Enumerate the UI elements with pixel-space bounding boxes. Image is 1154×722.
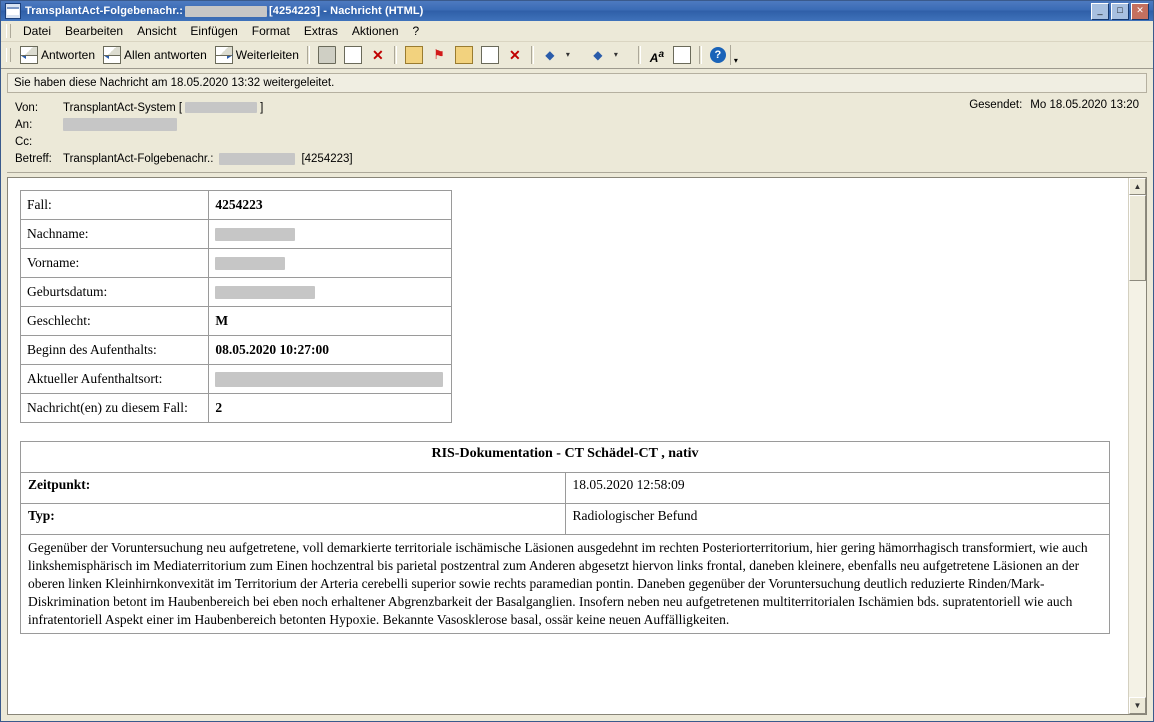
case-row-label-nachname: Nachname: (21, 220, 209, 249)
gesendet-label: Gesendet: (969, 99, 1023, 111)
reply-label: Antworten (41, 48, 96, 62)
case-row-label-geburtsdatum: Geburtsdatum: (21, 278, 209, 307)
betreff-label: Betreff: (15, 152, 52, 165)
case-row-label-beginn: Beginn des Aufenthalts: (21, 336, 209, 365)
ris-value-typ: Radiologischer Befund (565, 504, 1110, 535)
header-row-cc (15, 133, 1145, 150)
chevron-down-icon: ▾ (565, 50, 570, 59)
an-label: An: (15, 118, 33, 131)
copy-icon (344, 46, 362, 64)
toolbar-separator-5 (699, 46, 702, 64)
toolbar-grip-handle[interactable] (6, 48, 11, 62)
window-buttons (1091, 3, 1149, 20)
copy-button[interactable] (340, 44, 366, 66)
case-row-label-nachrichten: Nachricht(en) zu diesem Fall: (21, 394, 209, 423)
redacted-subject-part (219, 153, 295, 165)
table-row (21, 191, 452, 220)
betreff-text: TransplantAct-Folgebenachr.: (63, 152, 214, 165)
reply-icon (20, 46, 38, 64)
case-row-value-nachname (209, 220, 452, 249)
flag-icon: ⚑ (433, 47, 445, 62)
von-sender-suffix: ] (260, 101, 264, 114)
window-title-suffix: [4254223] - Nachricht (HTML) (269, 5, 424, 17)
ris-documentation-table (20, 441, 1110, 634)
table-row (21, 336, 452, 365)
redacted-sender-address (185, 102, 257, 113)
toolbar-separator-2 (394, 46, 397, 64)
previous-icon: ◆ (545, 48, 555, 62)
forward-icon (215, 46, 233, 64)
delete-icon: ✕ (372, 47, 384, 63)
table-row (21, 473, 1110, 504)
font-size-icon: $A^a$ (649, 49, 664, 65)
forward-label: Weiterleiten (235, 48, 299, 62)
reply-all-button[interactable] (99, 44, 211, 66)
redacted-firstname (215, 257, 285, 270)
case-row-label-geschlecht: Geschlecht: (21, 307, 209, 336)
message-body-content (8, 178, 1128, 714)
menu-datei[interactable]: Datei (23, 24, 52, 38)
table-row (21, 442, 1110, 473)
menu-bar (1, 21, 1153, 42)
von-value[interactable] (63, 102, 263, 114)
menu-format[interactable]: Format (251, 24, 290, 38)
table-row (21, 249, 452, 278)
redacted-location (215, 372, 443, 387)
cc-label: Cc: (15, 135, 33, 148)
rules-icon (673, 46, 691, 64)
menu-grip-handle[interactable] (6, 24, 11, 38)
previous-item-button[interactable] (538, 45, 562, 65)
menu-help[interactable]: ? (412, 24, 420, 38)
menu-aktionen[interactable]: Aktionen (351, 24, 399, 38)
von-label: Von: (15, 101, 39, 114)
header-row-an (15, 116, 1145, 133)
header-row-betreff (15, 150, 1145, 167)
next-item-button[interactable] (586, 45, 610, 65)
case-info-table (20, 190, 452, 423)
case-row-value-geschlecht: M (209, 307, 452, 336)
window-title-prefix: TransplantAct-Folgebenachr.: (25, 5, 184, 17)
reply-all-label: Allen antworten (124, 48, 207, 62)
help-button[interactable] (706, 45, 730, 65)
toolbar-overflow-button[interactable]: ▾ (730, 45, 741, 65)
betreff-case-id: [4254223] (301, 152, 353, 165)
table-row (21, 307, 452, 336)
case-row-value-aufenthaltsort (209, 365, 452, 394)
scroll-down-button[interactable]: ▼ (1129, 697, 1146, 714)
previous-dropdown[interactable] (562, 45, 586, 65)
header-divider (7, 172, 1147, 173)
table-row (21, 278, 452, 307)
message-header (1, 93, 1153, 169)
ris-label-typ: Typ: (21, 504, 566, 535)
chevron-down-icon-2: ▾ (613, 50, 618, 59)
next-dropdown[interactable] (610, 45, 634, 65)
mail-icon (5, 3, 21, 19)
help-icon: ? (710, 47, 726, 63)
von-sender-name: TransplantAct-System [ (63, 101, 183, 114)
maximize-button[interactable]: □ (1111, 3, 1129, 20)
ris-label-zeitpunkt: Zeitpunkt: (21, 473, 566, 504)
case-row-label-fall: Fall: (21, 191, 209, 220)
case-row-value-vorname (209, 249, 452, 278)
scrollbar-track[interactable] (1129, 195, 1146, 697)
title-bar (1, 1, 1153, 21)
block-sender-button[interactable] (503, 45, 527, 65)
redacted-recipient (63, 118, 177, 131)
move-items-button[interactable] (477, 44, 503, 66)
toolbar-separator-4 (638, 46, 641, 64)
delete-button[interactable] (366, 45, 390, 65)
forwarded-info-bar (7, 73, 1147, 93)
toolbar-separator-1 (307, 46, 310, 64)
sent-info (969, 99, 1139, 111)
next-icon: ◆ (593, 48, 603, 62)
scroll-up-button[interactable]: ▲ (1129, 178, 1146, 195)
table-row (21, 535, 1110, 634)
reply-button[interactable] (16, 44, 99, 66)
case-row-value-nachrichten: 2 (209, 394, 452, 423)
folder-icon (405, 46, 423, 64)
case-row-value-beginn: 08.05.2020 10:27:00 (209, 336, 452, 365)
redacted-title-text (185, 6, 267, 17)
close-button[interactable]: ✕ (1131, 3, 1149, 20)
menu-extras[interactable]: Extras (303, 24, 338, 38)
flag-button[interactable] (427, 45, 451, 65)
ris-title: RIS-Dokumentation - CT Schädel-CT , nativ (21, 442, 1110, 473)
case-row-label-aufenthaltsort: Aktueller Aufenthaltsort: (21, 365, 209, 394)
menu-ansicht[interactable]: Ansicht (137, 24, 177, 38)
an-value[interactable] (63, 118, 177, 131)
ris-report-text: Gegenüber der Voruntersuchung neu aufgetretene, voll demarkierte territoriale ischämische Läsionen ausgedehnt im rechten Posteriorterritorium, hier gering hämorrhagisch transformiert, wie auch linkshemisphärisch im Mediaterritorium zum Einen hochzentral bis parietal postzentral zum Anderen abgesetzt hiervon links frontal, daneben kleinere, ebenfalls neu aufgetretene Läsionen an der oberen linken Kleinhirnkonvexität im Territorium der Arteria cerebelli superior sowie rechts paramedian pontin. Daneben gegenüber der Voruntersuchung deutlich reduzierte Rinden/Mark-Diskrimination betont im Haubenbereich bei eben noch erhaltener Abgrenzbarkeit der Basalganglien. Insofern neben neu aufgetretenen multiterritorialen Ischämien bds. supratentoriell wie auch infratentoriell Aspekt einer im Haubenbereich betonten Hypoxie. Bekannte Vasosklerose basal, ossär keine neuen Auffälligkeiten. (21, 535, 1110, 634)
gesendet-value: Mo 18.05.2020 13:20 (1030, 99, 1139, 111)
open-folder-icon (455, 46, 473, 64)
rules-button[interactable] (669, 44, 695, 66)
case-row-label-vorname: Vorname: (21, 249, 209, 278)
redacted-lastname (215, 228, 295, 241)
minimize-button[interactable]: _ (1091, 3, 1109, 20)
move-to-folder-button[interactable] (401, 44, 427, 66)
toolbar-separator-3 (531, 46, 534, 64)
case-row-value-geburtsdatum (209, 278, 452, 307)
betreff-value (63, 153, 353, 165)
menu-bearbeiten[interactable]: Bearbeiten (65, 24, 124, 38)
case-row-value-fall: 4254223 (209, 191, 452, 220)
message-body-panel (7, 177, 1147, 715)
table-row (21, 365, 452, 394)
print-icon (318, 46, 336, 64)
block-icon: ✕ (509, 47, 521, 63)
forwarded-info-text: Sie haben diese Nachricht am 18.05.2020 13:32 weitergeleitet. (14, 77, 335, 89)
reply-all-icon (103, 46, 121, 64)
body-scrollbar[interactable] (1128, 178, 1146, 714)
table-row (21, 220, 452, 249)
move-items-icon (481, 46, 499, 64)
font-size-button[interactable] (645, 45, 669, 65)
menu-einfuegen[interactable]: Einfügen (190, 24, 238, 38)
forward-button[interactable] (211, 44, 303, 66)
redacted-birthdate (215, 286, 315, 299)
table-row (21, 394, 452, 423)
toolbar (1, 42, 1153, 69)
open-folder-button[interactable] (451, 44, 477, 66)
ris-value-zeitpunkt: 18.05.2020 12:58:09 (565, 473, 1110, 504)
scrollbar-thumb[interactable] (1129, 195, 1146, 281)
table-row (21, 504, 1110, 535)
print-button[interactable] (314, 44, 340, 66)
